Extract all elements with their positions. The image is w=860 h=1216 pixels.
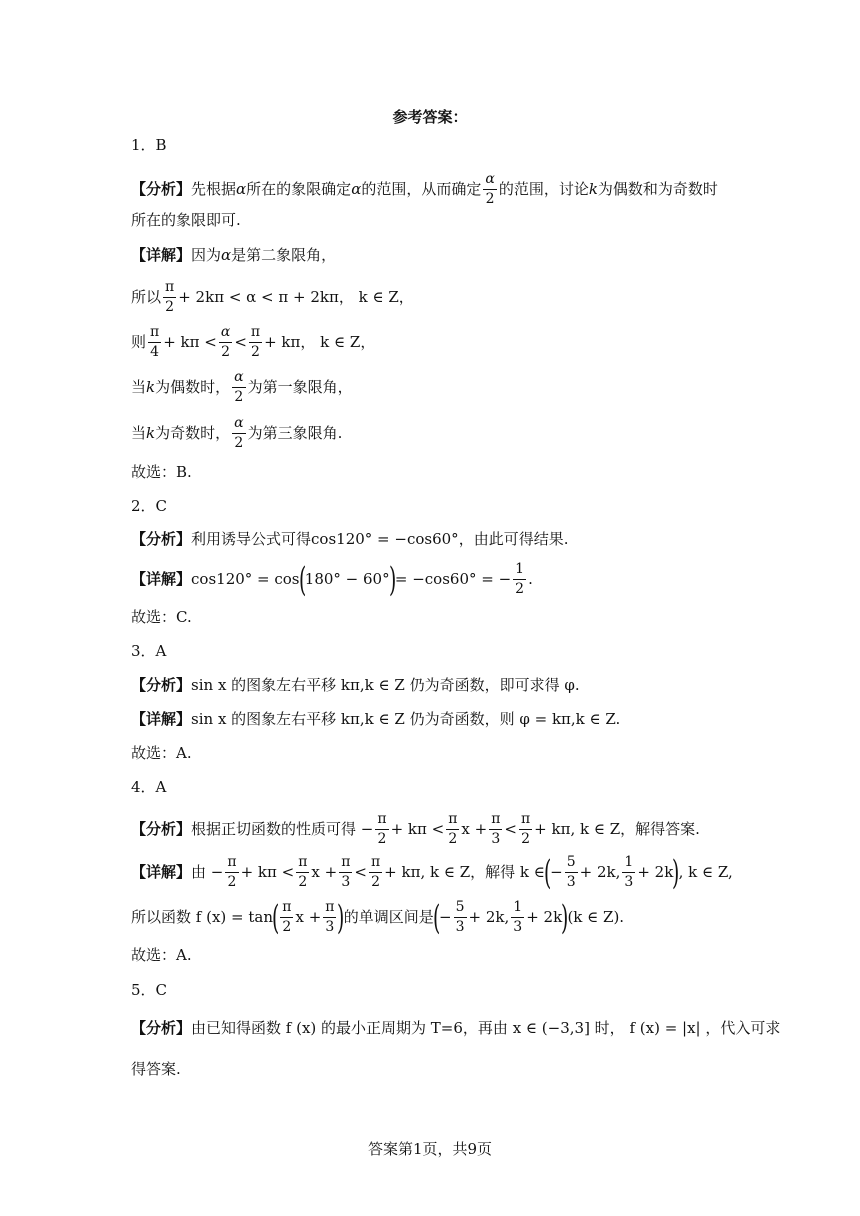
q3-analysis: 【分析】 sin x 的图象左右平移 kπ,k ∈ Z 仍为奇函数，即可求得 φ. xyxy=(131,676,580,694)
fraction: $\frac{\pi}{2}$ xyxy=(250,324,261,361)
detail-tag: 【详解】 xyxy=(131,246,192,264)
fraction: $\frac{\alpha}{2}$ xyxy=(485,171,495,208)
analysis-tag: 【分析】 xyxy=(131,1019,192,1037)
fraction: $\frac{1}{3}$ xyxy=(624,854,634,891)
q1-analysis: 【分析】 先根据 α 所在的象限确定 α 的范围，从而确定 $\frac{\alpha}{2}$ 的范围，讨论 k 为偶数和为奇数时 xyxy=(131,171,718,208)
fraction: $\frac{\alpha}{2}$ xyxy=(220,324,231,361)
fraction: $\frac{\pi}{2}$ xyxy=(227,854,237,891)
page-title: 参考答案： xyxy=(392,108,468,126)
page-footer: 答案第1页，共9页 xyxy=(367,1140,493,1158)
detail-tag: 【详解】 xyxy=(131,570,192,589)
q3-detail: 【详解】 sin x 的图象左右平移 kπ,k ∈ Z 仍为奇函数，则 φ = kπ,k ∈ Z. xyxy=(131,710,621,728)
analysis-tag: 【分析】 xyxy=(131,820,192,839)
fraction: $\frac{\pi}{3}$ xyxy=(341,854,351,891)
fraction: $\frac{\pi}{2}$ xyxy=(165,279,175,316)
q1-choice: 故选：B. xyxy=(131,463,192,481)
q4-analysis: 【分析】 根据正切函数的性质可得 − $\frac{\pi}{2}$ + kπ < $\frac{\pi}{2}$ x + $\frac{\pi}{3}$ < $\frac{\pi}{2}$ + kπ, k ∈ Z，解得答案. xyxy=(131,811,700,848)
q5-number: 5．C xyxy=(131,981,168,999)
q3-choice: 故选：A. xyxy=(131,744,192,762)
fraction: $\frac{\alpha}{2}$ xyxy=(234,369,244,406)
fraction: $\frac{\pi}{2}$ xyxy=(448,811,458,848)
fraction: $\frac{\pi}{2}$ xyxy=(520,811,531,848)
fraction: $\frac{\pi}{2}$ xyxy=(282,899,292,936)
q3-number: 3．A xyxy=(131,642,167,660)
q4-choice: 故选：A. xyxy=(131,946,192,964)
q1-step4: 当 k 为奇数时， $\frac{\alpha}{2}$ 为第三象限角. xyxy=(131,415,343,452)
q1-step1: 所以 $\frac{\pi}{2}$ + 2kπ < α < π + 2kπ， k ∈ Z， xyxy=(131,279,414,316)
q5-analysis: 【分析】 由已知得函数 f (x) 的最小正周期为 T=6，再由 x ∈ (−3,3] 时， f (x) = |x| ，代入可求 xyxy=(131,1019,781,1037)
q2-number: 2．C xyxy=(131,497,168,515)
fraction: $\frac{1}{2}$ xyxy=(515,561,525,598)
fraction: $\frac{\pi}{3}$ xyxy=(325,899,335,936)
fraction: $\frac{\pi}{2}$ xyxy=(298,854,308,891)
fraction: $\frac{1}{3}$ xyxy=(513,899,523,936)
q4-number: 4．A xyxy=(131,778,167,796)
q1-detail: 【详解】 因为 α 是第二象限角， xyxy=(131,246,337,264)
q4-conclusion: 所以函数 f (x) = tan ( $\frac{\pi}{2}$ x + $\frac{\pi}{3}$ ) 的单调区间是 ( − $\frac{5}{3}$ + 2k, $\frac{1}{3}$ + 2k ) (k ∈ Z). xyxy=(131,897,625,938)
fraction: $\frac{5}{3}$ xyxy=(455,899,465,936)
fraction: $\frac{\alpha}{2}$ xyxy=(234,415,244,452)
detail-tag: 【详解】 xyxy=(131,863,192,882)
q1-step3: 当 k 为偶数时， $\frac{\alpha}{2}$ 为第一象限角， xyxy=(131,369,353,406)
fraction: $\frac{\pi}{3}$ xyxy=(491,811,501,848)
q2-choice: 故选：C. xyxy=(131,608,192,626)
fraction: $\frac{\pi}{2}$ xyxy=(370,854,381,891)
fraction: $\frac{\pi}{2}$ xyxy=(377,811,387,848)
q1-step2: 则 $\frac{\pi}{4}$ + kπ < $\frac{\alpha}{2}$ < $\frac{\pi}{2}$ + kπ， k ∈ Z， xyxy=(131,324,376,361)
q1-analysis-cont: 所在的象限即可. xyxy=(131,211,241,229)
analysis-tag: 【分析】 xyxy=(131,180,192,199)
q2-analysis: 【分析】 利用诱导公式可得 cos120° = −cos60° ，由此可得结果. xyxy=(131,530,569,548)
q5-analysis-cont: 得答案. xyxy=(131,1060,181,1078)
q4-detail: 【详解】 由 − $\frac{\pi}{2}$ + kπ < $\frac{\pi}{2}$ x + $\frac{\pi}{3}$ < $\frac{\pi}{2}$ + kπ, k ∈ Z，解得 k ∈ ( − $\frac{5}{3}$ + 2k, $\frac{1}{3}$ + 2k ) , k ∈ Z, xyxy=(131,852,733,893)
q1-number: 1．B xyxy=(131,136,167,154)
analysis-tag: 【分析】 xyxy=(131,530,192,548)
fraction: $\frac{5}{3}$ xyxy=(566,854,576,891)
detail-tag: 【详解】 xyxy=(131,710,192,728)
analysis-tag: 【分析】 xyxy=(131,676,192,694)
fraction: $\frac{\pi}{4}$ xyxy=(150,324,160,361)
q2-detail: 【详解】 cos120° = cos ( 180° − 60° ) = −cos60° = − $\frac{1}{2}$ . xyxy=(131,559,533,600)
